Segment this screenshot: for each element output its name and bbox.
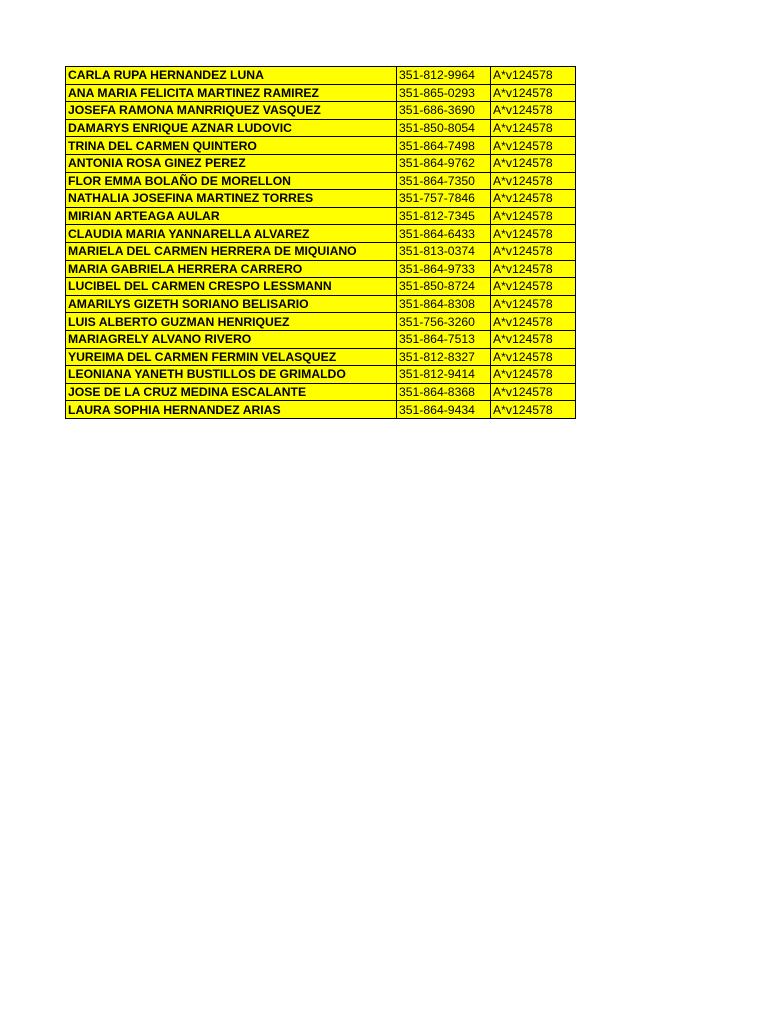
table-row bbox=[66, 119, 576, 137]
name-cell: JOSE DE LA CRUZ MEDINA ESCALANTE bbox=[66, 383, 397, 401]
spreadsheet-page bbox=[65, 66, 576, 419]
code-cell: A*v124578 bbox=[491, 242, 576, 260]
phone-cell: 351-850-8054 bbox=[397, 119, 491, 137]
code-cell: A*v124578 bbox=[491, 137, 576, 155]
table-row bbox=[66, 67, 576, 85]
name-cell: LUIS ALBERTO GUZMAN HENRIQUEZ bbox=[66, 313, 397, 331]
table-row bbox=[66, 225, 576, 243]
table-row bbox=[66, 313, 576, 331]
name-cell: ANTONIA ROSA GINEZ PEREZ bbox=[66, 154, 397, 172]
name-cell: NATHALIA JOSEFINA MARTINEZ TORRES bbox=[66, 190, 397, 208]
code-cell: A*v124578 bbox=[491, 401, 576, 419]
phone-cell: 351-865-0293 bbox=[397, 84, 491, 102]
phone-cell: 351-850-8724 bbox=[397, 278, 491, 296]
name-cell: FLOR EMMA BOLAÑO DE MORELLON bbox=[66, 172, 397, 190]
phone-cell: 351-864-6433 bbox=[397, 225, 491, 243]
contact-table bbox=[65, 66, 576, 419]
code-cell: A*v124578 bbox=[491, 154, 576, 172]
name-cell: YUREIMA DEL CARMEN FERMIN VELASQUEZ bbox=[66, 348, 397, 366]
table-row bbox=[66, 84, 576, 102]
phone-cell: 351-757-7846 bbox=[397, 190, 491, 208]
phone-cell: 351-812-8327 bbox=[397, 348, 491, 366]
phone-cell: 351-864-7350 bbox=[397, 172, 491, 190]
code-cell: A*v124578 bbox=[491, 190, 576, 208]
code-cell: A*v124578 bbox=[491, 348, 576, 366]
code-cell: A*v124578 bbox=[491, 383, 576, 401]
table-row bbox=[66, 278, 576, 296]
table-row bbox=[66, 260, 576, 278]
phone-cell: 351-864-8368 bbox=[397, 383, 491, 401]
name-cell: ANA MARIA FELICITA MARTINEZ RAMIREZ bbox=[66, 84, 397, 102]
phone-cell: 351-812-9414 bbox=[397, 366, 491, 384]
name-cell: LEONIANA YANETH BUSTILLOS DE GRIMALDO bbox=[66, 366, 397, 384]
phone-cell: 351-812-7345 bbox=[397, 207, 491, 225]
contact-table-body bbox=[66, 67, 576, 419]
name-cell: TRINA DEL CARMEN QUINTERO bbox=[66, 137, 397, 155]
phone-cell: 351-864-9434 bbox=[397, 401, 491, 419]
phone-cell: 351-812-9964 bbox=[397, 67, 491, 85]
code-cell: A*v124578 bbox=[491, 366, 576, 384]
code-cell: A*v124578 bbox=[491, 330, 576, 348]
table-row bbox=[66, 330, 576, 348]
table-row bbox=[66, 154, 576, 172]
name-cell: LAURA SOPHIA HERNANDEZ ARIAS bbox=[66, 401, 397, 419]
code-cell: A*v124578 bbox=[491, 313, 576, 331]
name-cell: CARLA RUPA HERNANDEZ LUNA bbox=[66, 67, 397, 85]
table-row bbox=[66, 137, 576, 155]
table-row bbox=[66, 172, 576, 190]
name-cell: MARIA GABRIELA HERRERA CARRERO bbox=[66, 260, 397, 278]
code-cell: A*v124578 bbox=[491, 84, 576, 102]
code-cell: A*v124578 bbox=[491, 102, 576, 120]
code-cell: A*v124578 bbox=[491, 278, 576, 296]
table-row bbox=[66, 348, 576, 366]
code-cell: A*v124578 bbox=[491, 119, 576, 137]
table-row bbox=[66, 102, 576, 120]
phone-cell: 351-686-3690 bbox=[397, 102, 491, 120]
code-cell: A*v124578 bbox=[491, 172, 576, 190]
phone-cell: 351-864-9762 bbox=[397, 154, 491, 172]
table-row bbox=[66, 207, 576, 225]
phone-cell: 351-864-9733 bbox=[397, 260, 491, 278]
name-cell: MIRIAN ARTEAGA AULAR bbox=[66, 207, 397, 225]
table-row bbox=[66, 295, 576, 313]
name-cell: DAMARYS ENRIQUE AZNAR LUDOVIC bbox=[66, 119, 397, 137]
code-cell: A*v124578 bbox=[491, 207, 576, 225]
table-row bbox=[66, 401, 576, 419]
table-row bbox=[66, 383, 576, 401]
name-cell: LUCIBEL DEL CARMEN CRESPO LESSMANN bbox=[66, 278, 397, 296]
code-cell: A*v124578 bbox=[491, 260, 576, 278]
phone-cell: 351-756-3260 bbox=[397, 313, 491, 331]
name-cell: AMARILYS GIZETH SORIANO BELISARIO bbox=[66, 295, 397, 313]
code-cell: A*v124578 bbox=[491, 225, 576, 243]
code-cell: A*v124578 bbox=[491, 295, 576, 313]
phone-cell: 351-864-8308 bbox=[397, 295, 491, 313]
code-cell: A*v124578 bbox=[491, 67, 576, 85]
table-row bbox=[66, 366, 576, 384]
name-cell: CLAUDIA MARIA YANNARELLA ALVAREZ bbox=[66, 225, 397, 243]
phone-cell: 351-864-7498 bbox=[397, 137, 491, 155]
phone-cell: 351-864-7513 bbox=[397, 330, 491, 348]
name-cell: MARIELA DEL CARMEN HERRERA DE MIQUIANO bbox=[66, 242, 397, 260]
name-cell: MARIAGRELY ALVANO RIVERO bbox=[66, 330, 397, 348]
table-row bbox=[66, 242, 576, 260]
phone-cell: 351-813-0374 bbox=[397, 242, 491, 260]
table-row bbox=[66, 190, 576, 208]
name-cell: JOSEFA RAMONA MANRRIQUEZ VASQUEZ bbox=[66, 102, 397, 120]
